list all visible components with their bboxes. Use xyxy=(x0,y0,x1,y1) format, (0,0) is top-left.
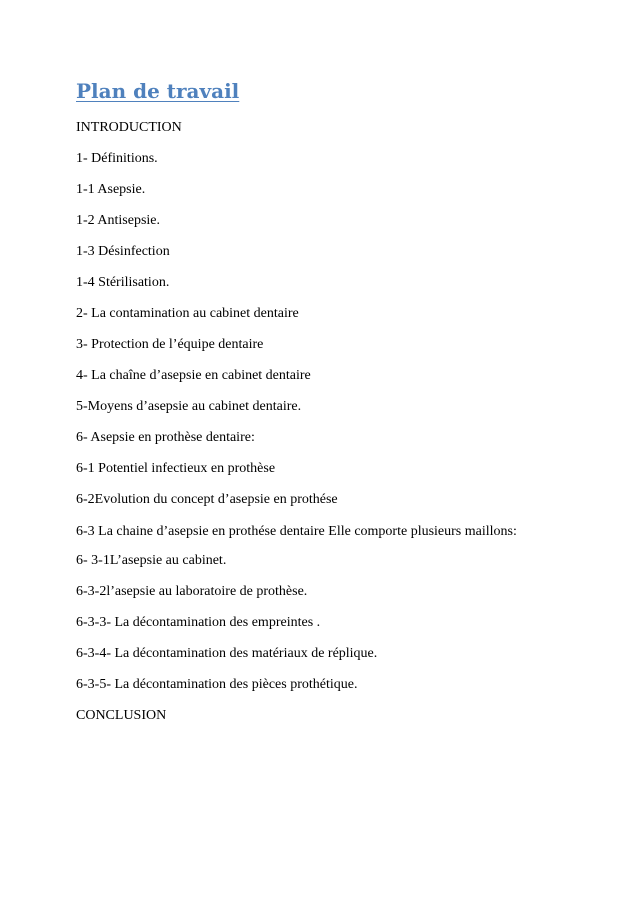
toc-line-introduction: INTRODUCTION xyxy=(76,120,182,135)
toc-line-definitions: 1- Définitions. xyxy=(76,151,158,166)
toc-line-sterilisation: 1-4 Stérilisation. xyxy=(76,275,170,290)
toc-line-conclusion: CONCLUSION xyxy=(76,708,167,723)
toc-line-decontamination-materiaux: 6-3-4- La décontamination des matériaux de réplique. xyxy=(76,646,378,661)
toc-line-decontamination-empreintes: 6-3-3- La décontamination des empreintes . xyxy=(76,615,321,630)
toc-line-antisepsie: 1-2 Antisepsie. xyxy=(76,213,160,228)
toc-line-contamination: 2- La contamination au cabinet dentaire xyxy=(76,306,299,321)
toc-line-evolution-concept: 6-2Evolution du concept d’asepsie en prothése xyxy=(76,492,338,507)
toc-line-asepsie-laboratoire: 6-3-2l’asepsie au laboratoire de prothèse. xyxy=(76,584,308,599)
toc-line-asepsie-cabinet: 6- 3-1L’asepsie au cabinet. xyxy=(76,553,227,568)
table-of-contents xyxy=(76,118,546,737)
toc-line-decontamination-pieces: 6-3-5- La décontamination des pièces prothétique. xyxy=(76,677,358,692)
toc-line-protection: 3- Protection de l’équipe dentaire xyxy=(76,337,264,352)
toc-line-desinfection: 1-3 Désinfection xyxy=(76,244,170,259)
toc-line-asepsie-prothese: 6- Asepsie en prothèse dentaire: xyxy=(76,430,255,445)
document-title: Plan de travail xyxy=(76,79,240,103)
toc-line-asepsie: 1-1 Asepsie. xyxy=(76,182,146,197)
toc-line-moyens-asepsie: 5-Moyens d’asepsie au cabinet dentaire. xyxy=(76,399,302,414)
toc-line-chaine-prothese: 6-3 La chaine d’asepsie en prothése dentaire Elle comporte plusieurs maillons: xyxy=(76,524,517,539)
toc-line-potentiel-infectieux: 6-1 Potentiel infectieux en prothèse xyxy=(76,461,276,476)
toc-line-chaine-asepsie: 4- La chaîne d’asepsie en cabinet dentaire xyxy=(76,368,311,383)
